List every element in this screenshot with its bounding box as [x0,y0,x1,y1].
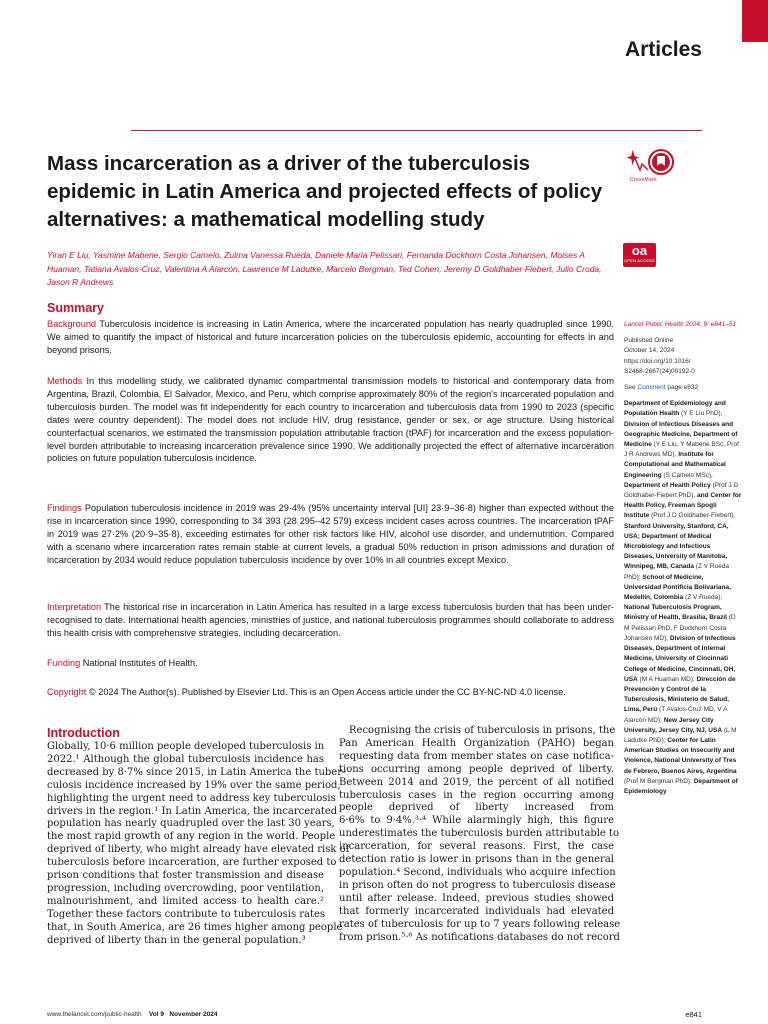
text-line: detection ratio is lower in prisons than in the general [339,854,614,866]
text-line: decreased by 8·7% since 2015, in Latin America the tuber- [47,766,346,778]
text-line: Between 2014 and 2019, the percent of all notified [339,776,614,788]
footer-url[interactable]: www.thelancet.com/public-health [47,1011,142,1018]
text-line: Pan American Health Organization (PAHO) began [339,737,614,749]
text-line: Together these factors contribute to tuberculosis rates [47,908,326,920]
text-line: malnourishment, and limited access to health care.² [47,895,324,907]
text-line: population has nearly quadrupled over the last 30 years, [47,818,335,830]
affiliation-authors: (Prof J D Goldhaber-Fiebert PhD), [624,481,739,500]
open-access-icon: oa [631,243,648,258]
comment-link[interactable]: Comment [637,384,666,392]
page-number: e841 [685,1010,702,1019]
affiliation-authors: (T Avalos-Cruz MD, V A Alarcón MD); [624,706,728,724]
text-line: tuberculosis before incarceration, are further exposed to [47,857,337,869]
author-list: Yiran E Liu, Yasmine Mabene, Sergio Camelo, Zulma Vanessa Rueda, Daniele Maria Pelissari, Fernanda Dockhorn Costa Johansen, Moises A Huaman, Tatiana Avalos-Cruz, Valentina A Alarcón, Lawrence M Ladutke, Marcelo Bergman, Ted Cohen, Jeremy D Goldhaber-Fiebert, Julio Croda, Jason R Andrews [47,250,602,287]
text-line: deprived of liberty than in the general population.³ [47,934,306,946]
affiliation-name: Department of Epidemiology [624,777,738,795]
footer-volume: Vol 9 [148,1011,164,1018]
text-line: population.⁴ Second, individuals who acquire infection [339,866,616,878]
crossmark-label: CrossMark [630,177,657,183]
abstract-copyright [47,686,614,699]
text-line: in prison often do not progress to tuberculosis disease [339,879,616,891]
background-text: Tuberculosis incidence is increasing in Latin America, where the incarcerated population has nearly quadrupled since 1990. We aimed to quantify the impact of historical and future incarceration policies on the tuberculosis epidemic, accounting for effects in and beyond prisons. [47,319,615,355]
affiliation-name: New Jersey City University, Jersey City, NJ, USA [624,716,723,734]
text-line: Globally, 10·6 million people developed tuberculosis in [47,741,325,752]
affiliation-name: Dirección de Prevención y Control de la Tuberculosis, Ministerio de Salud, Lima, Perú [624,675,736,714]
funding-label: Funding [47,658,81,668]
affiliation-authors: (L M Ladutke PhD); [624,726,737,744]
methods-label: Methods [47,376,83,386]
see-prefix: See [624,384,636,392]
affiliation-name: Department of Health Policy [624,481,711,489]
affiliation-name: and Center for Health Policy, Freeman Spogli Institute [624,492,742,520]
affiliation-name: Stanford University, Stanford, CA, USA; Department of Medical Microbiology and Infectious Diseases, University of Manitoba, Winnipeg, MB, Canada [624,522,729,571]
copyright-text: © 2024 The Author(s). Published by Elsevier Ltd. This is an Open Access article under the CC BY-NC-ND 4.0 license. [88,687,566,697]
affiliation-authors: (S Camelo MSc), [661,471,713,479]
affiliation-authors: (Y E Liu PhD), [679,410,723,418]
publication-info [624,336,742,377]
affiliation-authors: (Prof J D Goldhaber-Fiebert), [649,512,736,520]
affiliation-name: Institute for Computational and Mathematical Engineering [624,451,726,479]
footer-journal [47,1011,217,1018]
article-sidebar [624,320,742,797]
introduction-column-2 [339,725,621,944]
affiliation-name: Center for Latin American Studies on Insecurity and Violence, National University of Tres de Febrero, Buenos Aires, Argentina [624,736,737,775]
findings-text: Population tuberculosis incidence in 2019 was 29·4% (95% uncertainty interval [UI] 23·9–36·8) higher than expected without the rise in incarceration since 1990, corresponding to 34 393 (28 295–42 579) excess incident cases across countries. The incarceration tPAF in 2019 was 27·2% (20·9–35·8), exceeding estimates for other risk factors like HIV, alcohol use disorder, and undernutrition. Compared with a scenario where incarceration rates remain stable at current levels, a gradual 50% reduction in prison admissions and duration of incarceration by 2034 would reduce population tuberculosis incidence by over 10% in all countries except Mexico. [47,503,614,565]
journal-citation: Lancet Public Health 2024; 9: e841–51 [624,321,737,328]
introduction-column-1 [47,741,350,948]
affiliation-name: National Tuberculosis Program, Ministry of Health, Brasilia, Brazil [624,604,727,622]
top-divider [131,130,702,131]
affiliation-name: School of Medicine, Universidad Pontificia Bolivariana, Medellín, Colombia [624,573,731,602]
affiliation-authors: (D M Pelissari PhD, F Dockhorn Costa Johansen MD); [624,614,736,642]
text-line: Recognising the crisis of tuberculosis in prisons, the [349,725,616,736]
text-line: deprived of liberty, who might already have elevated risk of [47,844,350,856]
text-line: 6·6% to 9·4%.³·⁴ While alarmingly high, this figure [339,815,614,827]
affiliation-name: Division of Infectious Diseases and Geographic Medicine, Department of Medicine [624,420,738,449]
text-line: progression, including overcrowding, poor ventilation, [47,882,324,894]
text-line: that, in South America, are 26 times higher among people [47,921,343,933]
text-line: incarceration, for several reasons. First, the case [339,841,614,853]
interpretation-label: Interpretation [47,602,102,612]
see-comment [624,383,742,393]
summary-heading: Summary [47,301,104,315]
affiliations [624,399,742,797]
text-line: requesting data from member states on case notifica- [339,750,614,762]
text-line: tuberculosis cases in the region occurring among [339,789,614,801]
abstract-background [47,318,614,357]
text-line: culosis incidence increased by 19% over the same period, [47,779,341,791]
affiliation-authors: (Y E Liu, Y Mabene BSc, Prof J R Andrews MD), [624,441,739,459]
findings-label: Findings [47,503,82,513]
published-label: Published Online [624,337,674,345]
see-suffix: page e832 [667,384,699,392]
text-line: 2022.¹ Although the global tuberculosis incidence has [47,753,324,765]
open-access-badge [623,243,656,267]
abstract-methods [47,375,614,465]
text-line: rates of tuberculosis for up to 7 years following release [339,918,621,930]
header-accent-bar [742,0,768,42]
text-line: prison conditions that foster transmission and disease [47,870,324,882]
text-line: from prison.⁵·⁶ As notifications databases do not record [339,931,620,943]
affiliation-authors: (Z V Rueda PhD); [624,563,730,581]
abstract-interpretation [47,601,614,640]
open-access-sub: OPEN ACCESS [624,258,655,263]
abstract-findings [47,502,614,567]
copyright-label: Copyright [47,687,87,697]
methods-text: In this modelling study, we calibrated dynamic compartmental transmission models to historical and contemporary data from Argentina, Brazil, Colombia, El Salvador, Mexico, and Peru, which comprise approximately 80% of the region's incarcerated population and tuberculosis burden. The model was fit independently for each country to incarceration and tuberculosis data from 1990 to 2023 (specific dates were country dependent). The model does not include HIV, drug resistance, gender or sex, or age structure. Using historical counterfactual scenarios, we estimated the transmission population attributable fraction (tPAF) for incarceration and the excess population-level burden attributable to increasing incarceration prevalence since 1990. We additionally projected the effect of alternative incarceration policies on future population tuberculosis incidence. [47,376,614,464]
doi-link[interactable]: https://doi.org/10.1016/ [624,357,691,365]
affiliation-name: Division of Infectious Diseases, Department of Internal Medicine, University of Cincinnati College of Medicine, Cincinnati, OH, USA [624,634,736,683]
interpretation-text: The historical rise in incarceration in Latin America has resulted in a large excess tuberculosis burden that has been under-recognised to date. International health agencies, ministries of justice, and national tuberculosis programmes should collaborate to address this health crisis with comprehensive strategies, including decarceration. [47,602,614,638]
introduction-heading: Introduction [47,726,120,740]
background-label: Background [47,319,97,329]
affiliation-authors: (M A Huaman MD); [637,675,697,683]
published-date: October 14, 2024 [624,347,675,355]
section-tag: Articles [624,38,702,61]
text-line: until after release. Indeed, previous studies showed [339,892,614,904]
affiliation-authors: (Z V Rueda); [683,594,723,602]
abstract-funding [47,657,614,670]
text-line: tions occurring among people deprived of liberty. [339,763,614,775]
article-title: Mass incarceration as a driver of the tuberculosis epidemic in Latin America and projected effects of policy alternatives: a mathematical modelling study [47,152,603,231]
affiliation-name: Department of Epidemiology and Population Health [624,400,726,418]
funding-text: National Institutes of Health. [82,658,198,668]
affiliation-authors: (Prof M Bergman PhD); [624,777,694,785]
text-line: the most rapid growth of any region in the world. People [47,831,336,843]
doi-suffix[interactable]: S2468-2667(24)00192-0 [624,367,695,375]
footer-date: November 2024 [169,1011,218,1018]
text-line: people deprived of liberty increased from [339,802,614,814]
text-line: that formerly incarcerated individuals had elevated [339,905,614,917]
text-line: highlighting the urgent need to address key tuberculosis [47,792,336,804]
text-line: drivers in the region.¹ In Latin America, the incarcerated [47,805,338,817]
text-line: underestimates the tuberculosis burden attributable to [339,828,620,840]
